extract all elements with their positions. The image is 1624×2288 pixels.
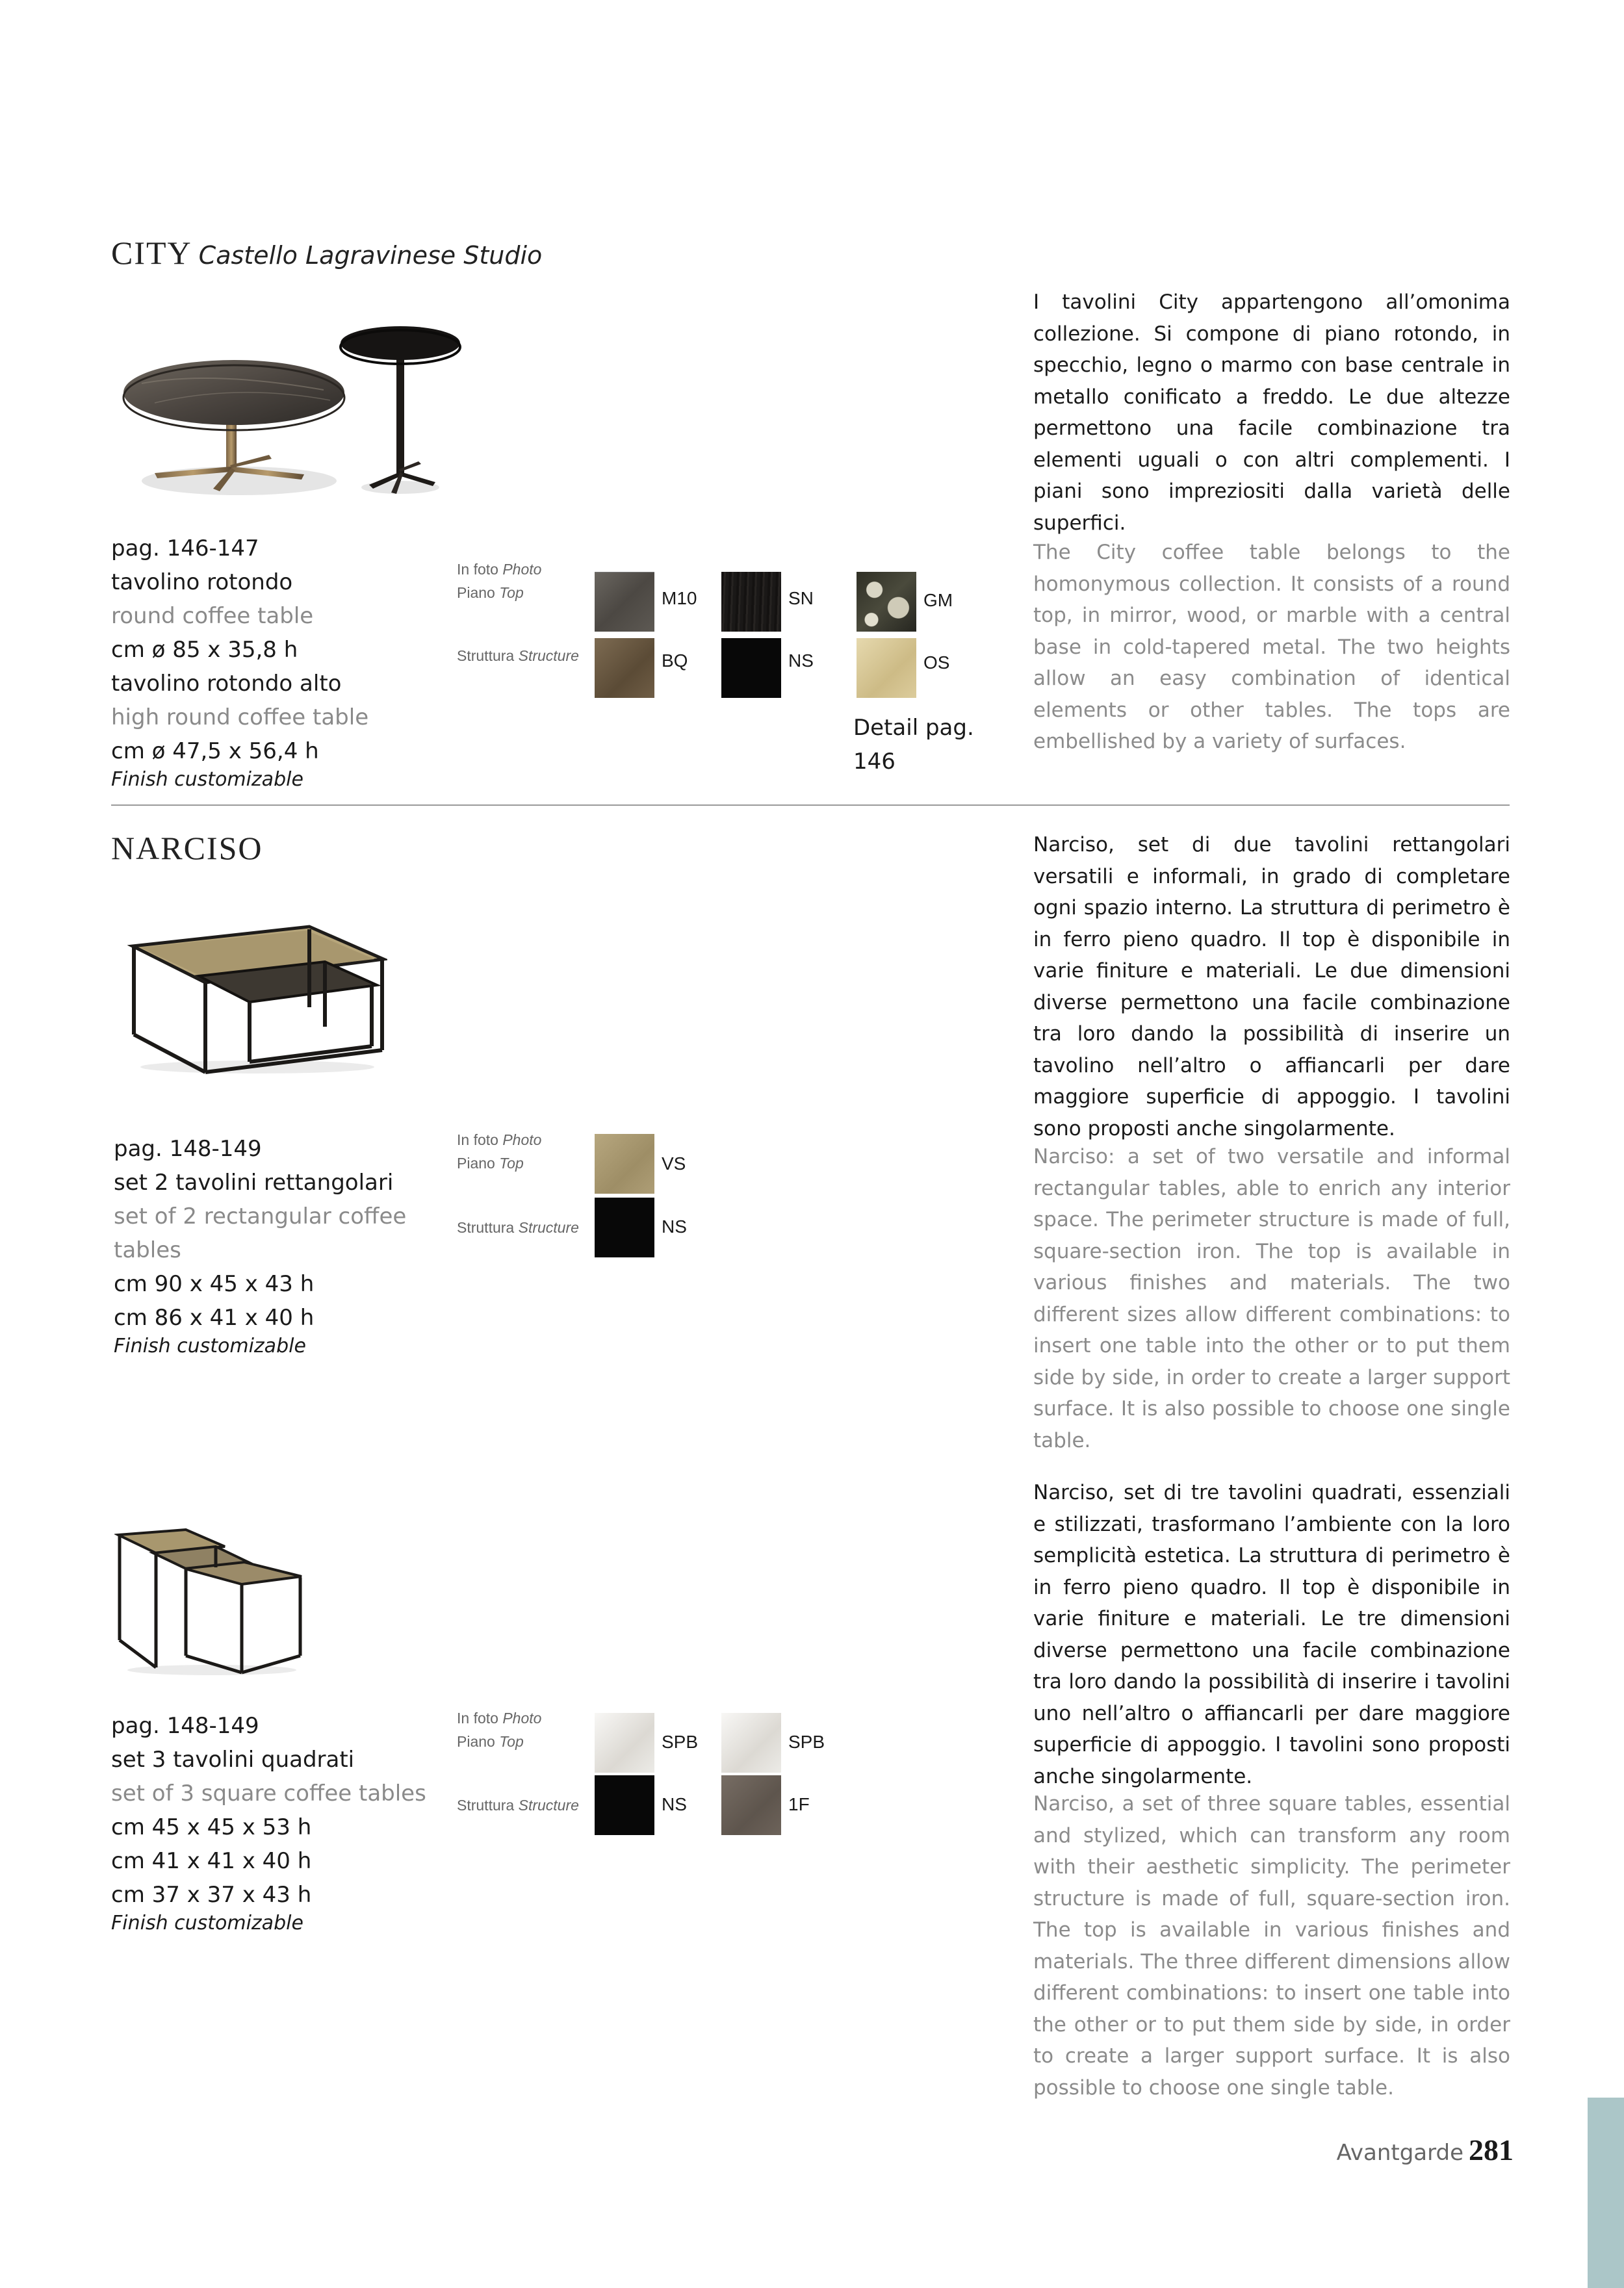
swatch-ns-set2 [595, 1198, 654, 1257]
swatch-m10-code: M10 [662, 588, 697, 608]
narciso-set2-image [127, 923, 387, 1079]
swatch-gm [857, 572, 916, 632]
narciso-set3-specs [111, 1709, 426, 1935]
swatch-1f-code: 1F [788, 1794, 810, 1814]
city-page-ref: pag. 146-147 [111, 535, 259, 561]
swatch-m10 [595, 572, 654, 632]
city-designer: Castello Lagravinese Studio [198, 241, 543, 270]
swatch-bq [595, 638, 654, 698]
swatch-os [857, 638, 916, 698]
swatch-gm-code: GM [923, 590, 953, 610]
city-item2-dimensions: cm ø 47,5 x 56,4 h [111, 738, 319, 764]
narciso-set3-dim1: cm 45 x 45 x 53 h [111, 1814, 312, 1840]
swatch-ns-set2-code: NS [662, 1216, 687, 1237]
swatch-ns [721, 638, 781, 698]
narciso-set3-photo-label: In foto Photo [457, 1710, 542, 1727]
swatch-sn [721, 572, 781, 632]
narciso-brand: NARCISO [111, 830, 263, 866]
narciso-set2-top-label: Piano Top [457, 1155, 524, 1172]
city-item1-dimensions: cm ø 85 x 35,8 h [111, 637, 298, 663]
swatch-bq-code: BQ [662, 650, 688, 671]
city-description-en: The City coffee table belongs to the homonymous collection. It consists of a round top, in mirror, wood, or marble with a central base in cold-tapered metal. The two heights allow an easy combination of identical elements or other tables. The tops are embellished by a variety of surfaces. [1033, 541, 1510, 753]
narciso-set2-name-en: set of 2 rectangular coffee [114, 1203, 407, 1229]
swatch-sn-code: SN [788, 588, 814, 608]
narciso-set3-description-en: Narciso, a set of three square tables, essential and stylized, which can transform any room with their aesthetic simplicity. The perimeter structure is made of full, square-section iron. The top is available in various finishes and materials. The three different dimensions allow different combinations: to insert one table into the other or to put them side by side, in order to create a larger support surface. It is also possible to choose one single table. [1033, 1792, 1510, 2100]
narciso-set3-labels [457, 1706, 541, 1753]
swatch-os-code: OS [923, 652, 950, 673]
narciso-set2-specs [114, 1132, 406, 1358]
city-finish-labels [457, 558, 541, 604]
narciso-set2-finish: Finish customizable [114, 1335, 306, 1357]
narciso-set2-name-en-2: tables [114, 1237, 181, 1263]
swatch-ns-set3-code: NS [662, 1794, 687, 1814]
city-structure-label: Struttura Structure [457, 647, 579, 664]
narciso-set3-image [114, 1528, 309, 1678]
city-photo-label: In foto Photo [457, 561, 542, 578]
narciso-set3-structure-label: Struttura Structure [457, 1797, 579, 1814]
narciso-set2-photo-label: In foto Photo [457, 1131, 542, 1148]
swatch-spb-2-code: SPB [788, 1732, 825, 1752]
narciso-set2-labels [457, 1128, 541, 1175]
city-item2-name: tavolino rotondo alto [111, 671, 342, 697]
swatch-ns-set3 [595, 1775, 654, 1835]
city-brand: CITY [111, 235, 192, 271]
city-item1-name: tavolino rotondo [111, 569, 293, 595]
page-footer [1300, 2133, 1514, 2167]
narciso-set3-dim2: cm 41 x 41 x 40 h [111, 1848, 312, 1874]
swatch-spb-1 [595, 1713, 654, 1773]
page-number: 281 [1469, 2133, 1514, 2166]
narciso-set2-description-en: Narciso: a set of two versatile and informal rectangular tables, able to enrich any interior space. The perimeter structure is made of full, square-section iron. The top is available in various finishes and materials. The two different sizes allow different combinations: to insert one table into the other or to put them side by side, in order to create a larger support surface. It is also possible to choose one single table. [1033, 1145, 1510, 1452]
city-specs [111, 532, 368, 791]
city-product-image [116, 318, 480, 507]
swatch-ns-code: NS [788, 650, 814, 671]
narciso-set3-name-en: set of 3 square coffee tables [111, 1780, 426, 1806]
city-finish-note: Finish customizable [111, 768, 303, 791]
city-item2-name-en: high round coffee table [111, 704, 369, 730]
narciso-set3-top-label: Piano Top [457, 1733, 524, 1750]
narciso-set2-page-ref: pag. 148-149 [114, 1136, 262, 1162]
narciso-set3-page-ref: pag. 148-149 [111, 1713, 259, 1739]
footer-section: Avantgarde [1336, 2140, 1463, 2166]
narciso-set3-name: set 3 tavolini quadrati [111, 1747, 355, 1773]
narciso-set3-description-it: Narciso, set di tre tavolini quadrati, essenziali e stilizzati, trasformano l’ambiente con la loro semplicità estetica. La struttura di perimetro è in ferro pieno quadro. Il top è disponibile in varie finiture e materiali. Le tre dimensioni diverse permettono una facile combinazione tra loro dando la possibilità di inserire i tavolini uno nell’altro o affiancarli per dare maggiore superficie di appoggio. I tavolini sono proposti anche singolarmente. [1033, 1481, 1510, 1788]
narciso-set2-name: set 2 tavolini rettangolari [114, 1170, 394, 1196]
section-divider [111, 804, 1510, 806]
city-item1-name-en: round coffee table [111, 603, 314, 629]
swatch-spb-1-code: SPB [662, 1732, 699, 1752]
narciso-set2-structure-label: Struttura Structure [457, 1219, 579, 1236]
city-heading [111, 234, 542, 272]
city-top-label: Piano Top [457, 584, 524, 601]
swatch-spb-2 [721, 1713, 781, 1773]
narciso-set3-dim3: cm 37 x 37 x 43 h [111, 1882, 312, 1908]
city-detail-ref: Detail pag. 146 [853, 715, 974, 775]
city-description-it: I tavolini City appartengono all’omonima collezione. Si compone di piano rotondo, in specchio, legno o marmo con base centrale in metallo conificato a freddo. Le due altezze permettono una facile combinazione tra elementi uguali o con altri complementi. I piani sono impreziositi dalla varietà delle superfici. [1033, 290, 1510, 535]
swatch-vs [595, 1134, 654, 1194]
narciso-set3-finish: Finish customizable [111, 1912, 303, 1935]
swatch-vs-code: VS [662, 1153, 686, 1174]
narciso-set2-dim2: cm 86 x 41 x 40 h [114, 1305, 315, 1331]
narciso-set2-dim1: cm 90 x 45 x 43 h [114, 1271, 315, 1297]
swatch-1f [721, 1775, 781, 1835]
section-tab [1588, 2098, 1624, 2288]
narciso-set2-description-it: Narciso, set di due tavolini rettangolari versatili e informali, in grado di completare ogni spazio interno. La struttura di perimetro è in ferro pieno quadro. Il top è disponibile in varie finiture e materiali. Le due dimensioni diverse permettono una facile combinazione tra loro dando la possibilità di inserire un tavolino nell’altro o affiancarli per dare maggiore superficie di appoggio. I tavolini sono proposti anche singolarmente. [1033, 833, 1510, 1140]
